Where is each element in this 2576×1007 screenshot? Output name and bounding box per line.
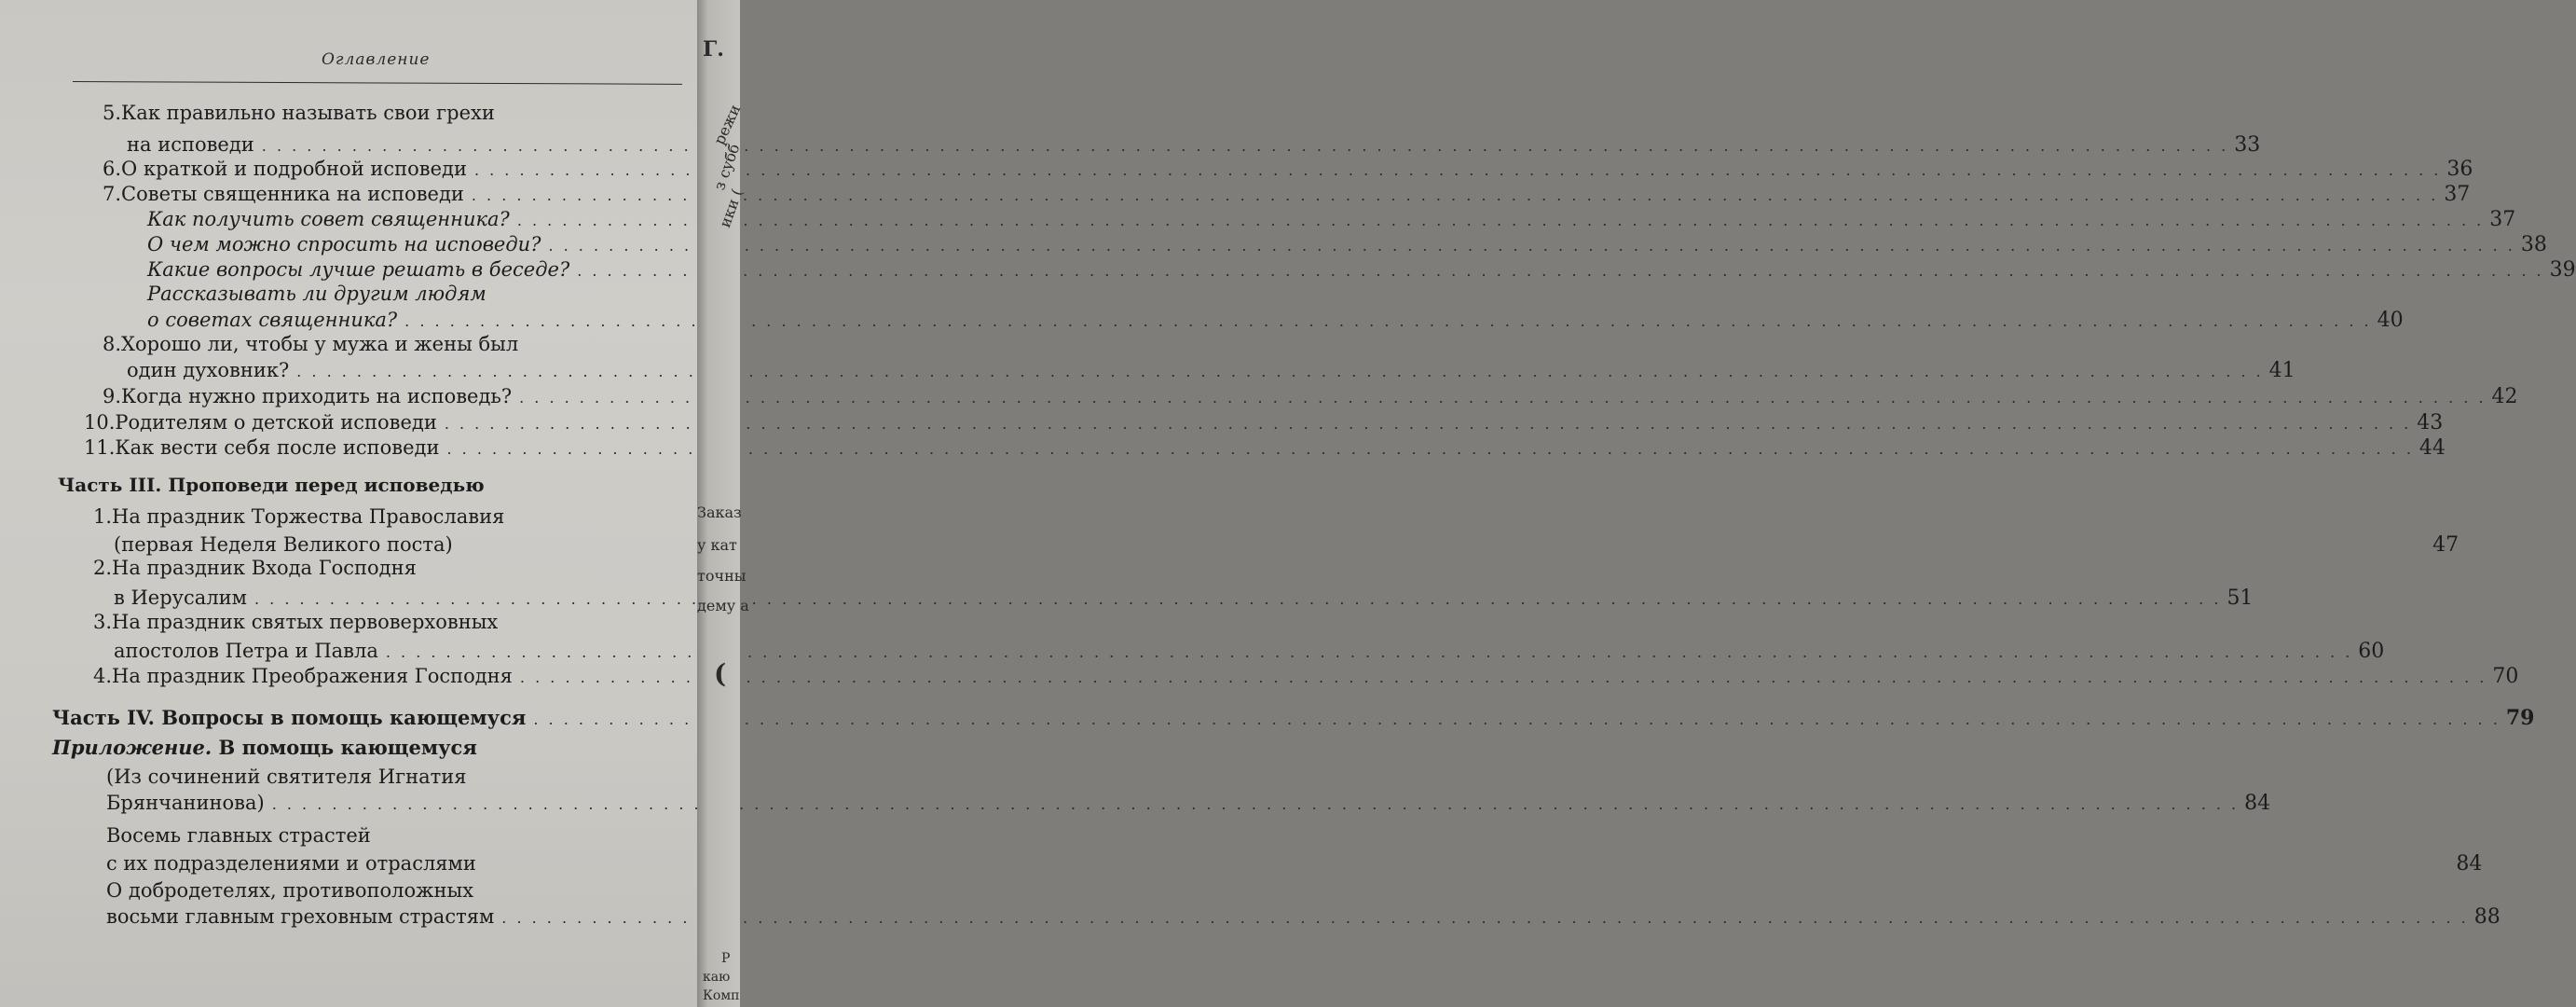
page-number: 39: [2549, 258, 2576, 282]
appendix-entry-1-line2: Брянчанинова) . . . 84: [106, 791, 684, 817]
part3-entry-3-line2: апостолов Петра и Павла . . . 60: [114, 639, 684, 665]
side-fragment: у кат: [697, 536, 737, 554]
page-number: 38: [2520, 233, 2547, 256]
page-number: 33: [2234, 133, 2261, 157]
page-number: 37: [2444, 183, 2471, 206]
page-number: 43: [2417, 411, 2444, 435]
part3-heading: Часть III. Проповеди перед исповедью: [58, 474, 485, 496]
page-number: 88: [2473, 905, 2501, 929]
toc-entry-9: 9.Когда нужно приходить на исповедь? . . . 42: [103, 384, 684, 410]
header-rule: [73, 81, 682, 85]
part3-entry-1-line1: 1.На праздник Торжества Православия: [93, 505, 505, 528]
side-fragment: з субб: [710, 141, 744, 193]
part3-entry-2-line1: 2.На праздник Входа Господня: [93, 557, 417, 579]
page-number: 42: [2491, 385, 2518, 408]
side-fragment: дему а: [697, 597, 749, 614]
toc-entry-8-line1: 8.Хорошо ли, чтобы у мужа и жены был: [103, 333, 519, 355]
part3-entry-1-line2: (первая Неделя Великого поста) 47: [114, 533, 2460, 557]
toc-entry-6: 6.О краткой и подробной исповеди . . . 36: [103, 157, 684, 183]
toc-entry-10: 10.Родителям о детской исповеди . . . 43: [84, 410, 684, 436]
side-fragment: ики (: [716, 186, 747, 230]
page-number: 41: [2268, 359, 2295, 382]
toc-entry-7: 7.Советы священника на исповеди . . . 37: [103, 182, 684, 208]
side-fragment: Г.: [703, 37, 724, 62]
side-fragment: точны: [697, 567, 747, 585]
page-number: 84: [2456, 852, 2483, 876]
toc-entry-5-line2: на исповеди . . . 33: [127, 132, 684, 159]
appendix-entry-2-line2: с их подразделениями и отраслями 84: [106, 852, 2483, 876]
page-number: 37: [2489, 208, 2516, 231]
part3-entry-2-line2: в Иерусалим . . . 51: [114, 586, 684, 612]
toc-subentry-3: Какие вопросы лучше решать в беседе? . . . 39: [147, 257, 684, 283]
toc-subentry-4-line2: о советах священника? . . . 40: [147, 308, 684, 334]
page-number: 60: [2358, 640, 2385, 663]
page-number: 47: [2432, 533, 2460, 557]
page-header: Оглавление: [322, 50, 431, 69]
toc-subentry-1: Как получить совет священника? . . . 37: [147, 207, 684, 233]
appendix-heading: Приложение. В помощь кающемуся: [52, 736, 477, 759]
page-number: 84: [2244, 792, 2271, 815]
appendix-entry-1-line1: (Из сочинений святителя Игнатия: [106, 766, 467, 788]
adjacent-page-edge: [697, 0, 749, 1007]
page-number: 70: [2492, 665, 2519, 688]
part4-heading: Часть IV. Вопросы в помощь кающемуся . . . 79: [52, 706, 684, 732]
side-fragment: Комп: [703, 988, 740, 1003]
toc-entry-8-line2: один духовник? . . . 41: [127, 358, 684, 384]
toc-subentry-2: О чем можно спросить на исповеди? . . . 38: [147, 232, 684, 258]
page-number: 44: [2418, 436, 2446, 460]
toc-entry-5-line1: 5.Как правильно называть свои грехи: [103, 102, 495, 124]
side-fragment: каю: [703, 970, 731, 985]
side-fragment: Р: [721, 951, 731, 966]
toc-subentry-4-line1: Рассказывать ли другим людям: [147, 283, 486, 305]
part3-entry-3-line1: 3.На праздник святых первоверховных: [93, 611, 499, 633]
page-number: 40: [2377, 309, 2404, 332]
part3-entry-4: 4.На праздник Преображения Господня . . . 70: [93, 664, 684, 690]
appendix-entry-3-line2: восьми главным греховным страстям . . . 88: [106, 904, 684, 931]
appendix-entry-3-line1: О добродетелях, противоположных: [106, 879, 474, 902]
page-number: 36: [2446, 158, 2473, 181]
side-fragment: (: [714, 658, 727, 689]
toc-entry-11: 11.Как вести себя после исповеди . . . 44: [84, 435, 684, 462]
appendix-entry-2-line1: Восемь главных страстей: [106, 824, 371, 847]
page-number: 79: [2505, 706, 2535, 730]
side-fragment: режи: [710, 102, 745, 148]
side-fragment: Заказ: [697, 504, 742, 521]
page-number: 51: [2227, 586, 2254, 610]
